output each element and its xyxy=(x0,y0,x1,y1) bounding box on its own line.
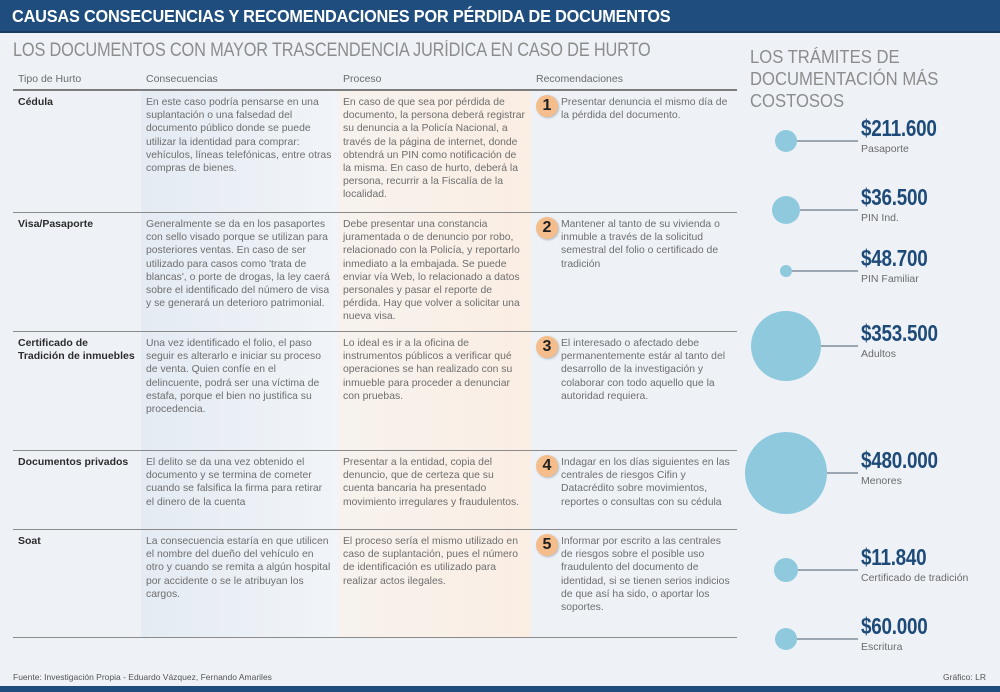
cell-tipo: Cédula xyxy=(18,96,54,108)
table-header xyxy=(13,68,737,91)
cell-consecuencias: La consecuencia estaría en que utilicen el nombre del dueño del vehículo en otro y cuando se remita a algún hospital por accidente o se le atribuyan los cargos. xyxy=(141,530,338,637)
chart-title-line: DOCUMENTACIÓN MÁS xyxy=(750,68,939,89)
bubble-pin-ind- xyxy=(772,196,800,224)
cell-consecuencias: El delito se da una vez obtenido el documento y se termina de cometer cuando se falsifica la firma para retirar el dinero de la cuenta xyxy=(141,451,338,529)
price-value: $60.000 xyxy=(861,613,928,639)
source-note: Fuente: Investigación Propia - Eduardo Vázquez, Fernando Amariles xyxy=(13,672,272,682)
cell-consecuencias: En este caso podría pensarse en una suplantación o una falsedad del documento público donde se puede utilizar la identidad para comprar: vehículos, líneas telefónicas, entre otras compras de bienes. xyxy=(141,91,338,212)
documents-table xyxy=(13,68,737,638)
price-category: Escritura xyxy=(861,641,903,653)
cell-recomendacion xyxy=(531,213,737,331)
cell-consecuencias: Una vez identificado el folio, el paso seguir es alterarlo e iniciar su proceso de venta. Quien confíe en el delincuente, podrá ser una víctima de estafa, porque el bien no justifica su procedencia. xyxy=(141,332,338,450)
recomendacion-text: El interesado o afectado debe permanentemente estár al tanto del desarrollo de la investigación y colaborar con todo aquello que la autoridad requiera. xyxy=(561,338,726,402)
recomendacion-text: Informar por escrito a las centrales de riesgos sobre el posible uso fraudulento del documento de identidad, si se tienen serios indicios de que así ha sido, o aportar los soportes. xyxy=(561,536,730,614)
recomendacion-text: Presentar denuncia el mismo día de la pérdida del documento. xyxy=(561,97,728,122)
price-category: Certificado de tradición xyxy=(861,572,969,584)
chart-title-line: LOS TRÁMITES DE xyxy=(750,46,900,67)
cell-tipo: Documentos privados xyxy=(18,456,129,468)
header-bar xyxy=(0,0,1000,33)
number-badge: 3 xyxy=(536,336,558,358)
table-row xyxy=(13,332,737,451)
recomendacion-text: Mantener al tanto de su vivienda o inmuble a través de la solicitud semestral del folio o certificado de tradición xyxy=(561,219,720,270)
cell-recomendacion xyxy=(531,332,737,450)
price-value: $36.500 xyxy=(861,184,928,210)
price-value: $11.840 xyxy=(861,544,927,570)
number-badge: 2 xyxy=(536,217,558,239)
table-row xyxy=(13,213,737,332)
cell-tipo: Soat xyxy=(18,535,41,547)
bubble-pasaporte xyxy=(775,130,797,152)
price-category: Adultos xyxy=(861,348,897,360)
table-subtitle: LOS DOCUMENTOS CON MAYOR TRASCENDENCIA JURÍDICA EN CASO DE HURTO xyxy=(13,40,651,61)
table-row xyxy=(13,91,737,213)
cell-proceso: El proceso sería el mismo utilizado en caso de suplantación, pues el número de identificación es utilizado para realizar actos ilegales. xyxy=(338,530,531,637)
page-title: CAUSAS CONSECUENCIAS Y RECOMENDACIONES POR PÉRDIDA DE DOCUMENTOS xyxy=(12,6,671,26)
bubble-pin-familiar xyxy=(780,265,792,277)
column-header-recomendaciones: Recomendaciones xyxy=(536,73,623,85)
bubble-certificado-de-tradici-n xyxy=(774,558,798,582)
bubble-chart xyxy=(740,110,860,670)
cell-recomendacion xyxy=(531,451,737,529)
cell-proceso: Presentar a la entidad, copia del denuncio, que de certeza que su cuenta bancaria ha presentado movimiento irregulares y fraudulentos. xyxy=(338,451,531,529)
recomendacion-text: Indagar en los días siguientes en las centrales de riesgos Cifin y Datacrédito sobre movimientos, reportes o consultas con su cédula xyxy=(561,457,730,508)
price-category: PIN Ind. xyxy=(861,212,899,224)
price-category: PIN Familiar xyxy=(861,273,919,285)
price-value: $480.000 xyxy=(861,447,938,473)
price-value: $353.500 xyxy=(861,320,938,346)
column-header-tipo: Tipo de Hurto xyxy=(18,73,82,85)
column-header-proceso: Proceso xyxy=(343,73,382,85)
price-category: Pasaporte xyxy=(861,143,909,155)
cell-consecuencias: Generalmente se da en los pasaportes con sello visado porque se utilizan para posteriores ventas. En caso de ser utilizado para casos como 'trata de blancas', o porte de drogas, la ley caerá sobre el identificado del número de visa y se generará un deterioro patrimonial. xyxy=(141,213,338,331)
price-category: Menores xyxy=(861,475,902,487)
cell-proceso: Lo ideal es ir a la oficina de instrumentos públicos a verificar qué operaciones se han realizado con su inmueble para proceder a denunciar con pruebas. xyxy=(338,332,531,450)
table-row xyxy=(13,530,737,638)
table-row xyxy=(13,451,737,530)
chart-title-line: COSTOSOS xyxy=(750,90,845,111)
cell-proceso: Debe presentar una constancia juramentada o de denuncio por robo, relacionado con la Policía, y reportarlo inmediato a la embajada. Se puede enviar vía Web, lo relacionado a datos personales y pasar el reporte de pérdida. Hay que volver a solicitar una nueva visa. xyxy=(338,213,531,331)
number-badge: 4 xyxy=(536,455,558,477)
price-value: $48.700 xyxy=(861,245,928,271)
price-value: $211.600 xyxy=(861,115,937,141)
cell-recomendacion xyxy=(531,91,737,212)
cell-tipo: Certificado de Tradición de inmuebles xyxy=(18,337,135,363)
graphic-credit: Gráfico: LR xyxy=(943,672,986,682)
number-badge: 1 xyxy=(536,95,558,117)
bubble-menores xyxy=(745,432,827,514)
column-header-consecuencias: Consecuencias xyxy=(146,73,218,85)
bubble-adultos xyxy=(751,311,821,381)
bubble-escritura xyxy=(775,628,797,650)
footer-bar xyxy=(0,686,1000,692)
cell-recomendacion xyxy=(531,530,737,637)
number-badge: 5 xyxy=(536,534,558,556)
chart-title xyxy=(750,46,1000,112)
cell-proceso: En caso de que sea por pérdida de documento, la persona deberá registrar su denuncia a la Policía Nacional, a través de la página de internet, donde obtendrá un PIN como notificación de la misma. En caso de hurto, deberá la persona, recurrir a la Fiscalía de la localidad. xyxy=(338,91,531,212)
cell-tipo: Visa/Pasaporte xyxy=(18,218,94,230)
